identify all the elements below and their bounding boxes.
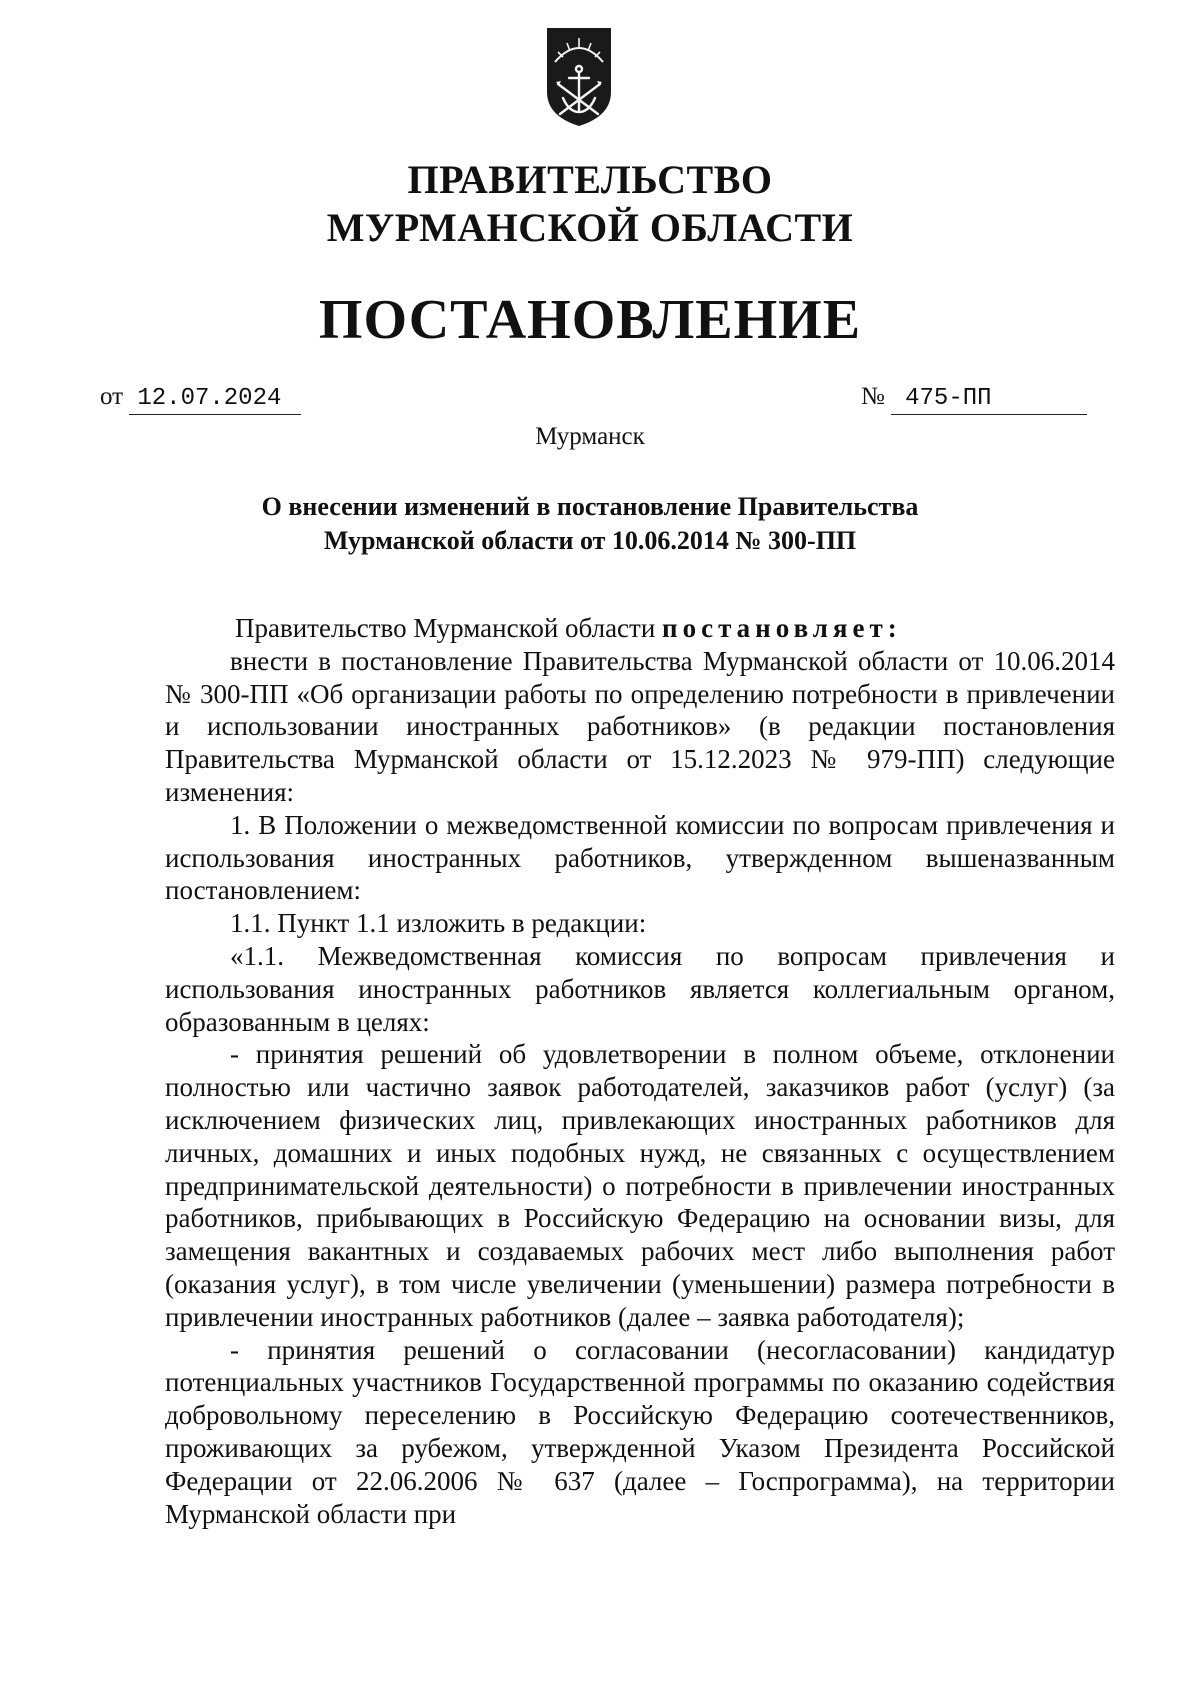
document-title [150, 490, 1030, 558]
date-block [100, 382, 301, 415]
paragraph-bullet-1: - принятия решений об удовлетворении в полном объеме, отклонении полностью или частично заявок работодателей, заказчиков работ (услуг) (за исключением физических лиц, привлекающих иностранных работников для личных, домашних и иных подобных нужд, не связанных с осуществлением предпринимательской деятельности) о потребности в привлечении иностранных работников, прибывающих в Российскую Федерацию на основании визы, для замещения вакантных и создаваемых рабочих мест либо выполнения работ (оказания услуг), в том числе увеличении (уменьшении) размера потребности в привлечении иностранных работников (далее – заявка работодателя); [165, 1039, 1115, 1332]
title-line1: О внесении изменений в постановление Правительства [261, 492, 919, 521]
government-name-line2: МУРМАНСКОЙ ОБЛАСТИ [326, 205, 854, 250]
document-type: ПОСТАНОВЛЕНИЕ [318, 289, 862, 351]
murmansk-coat-of-arms-icon [543, 26, 615, 128]
document-date: 12.07.2024 [129, 384, 301, 415]
document-number: 475-ПП [891, 384, 1087, 415]
paragraph-quote-1-1: «1.1. Межведомственная комиссия по вопросам привлечения и использования иностранных работников является коллегиальным органом, образованным в целях: [165, 940, 1115, 1037]
title-line2: Мурманской области от 10.06.2014 № 300-ПП [323, 526, 857, 555]
city: Мурманск [535, 423, 645, 450]
paragraph-bullet-2: - принятия решений о согласовании (несогласовании) кандидатур потенциальных участников Государственной программы по оказанию содействия добровольному переселению в Российскую Федерацию соотечественников, проживающих за рубежом, утвержденной Указом Президента Российской Федерации от 22.06.2006 № 637 (далее – Госпрограмма), на территории Мурманской области при [165, 1334, 1115, 1529]
paragraph-item-1-1: 1.1. Пункт 1.1 изложить в редакции: [230, 908, 647, 939]
coat-of-arms [543, 26, 615, 128]
paragraph-item-1: 1. В Положении о межведомственной комиссии по вопросам привлечения и использования иностранных работников, утвержденном вышеназванным постановлением: [165, 809, 1115, 906]
document-body [165, 612, 1115, 1530]
government-name-line1: ПРАВИТЕЛЬСТВО [407, 157, 773, 202]
date-prefix: от [100, 383, 124, 410]
number-prefix: № [861, 383, 885, 410]
number-block [861, 382, 1087, 415]
paragraph-resolution [165, 612, 1115, 645]
resolution-lead: Правительство Мурманской области [235, 613, 656, 643]
resolution-verb: постановляет: [662, 613, 902, 643]
paragraph-amend: внести в постановление Правительства Мурманской области от 10.06.2014 № 300-ПП «Об организации работы по определению потребности в привлечении и использовании иностранных работников» (в редакции постановления Правительства Мурманской области от 15.12.2023 № 979-ПП) следующие изменения: [165, 645, 1115, 807]
